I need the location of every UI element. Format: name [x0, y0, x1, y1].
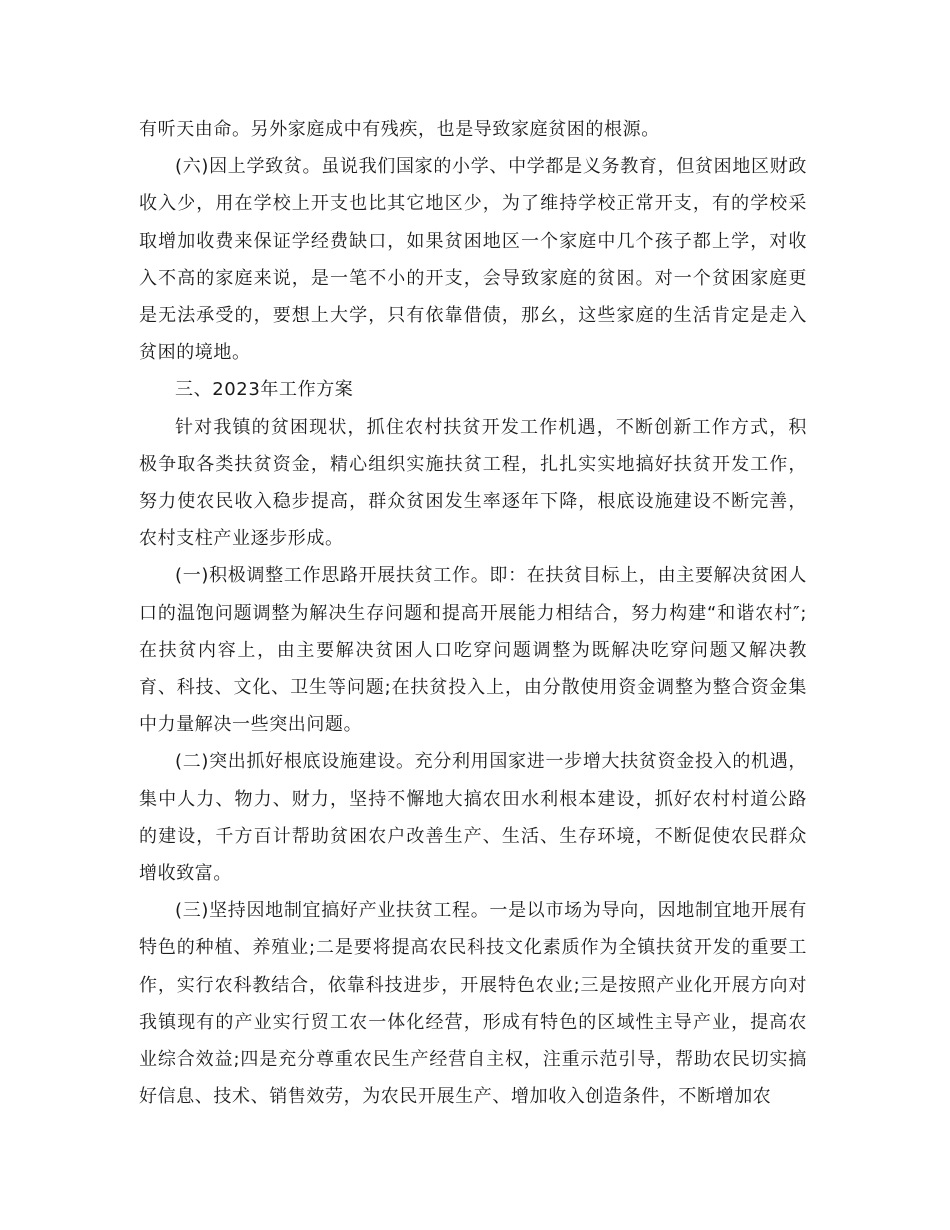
paragraph-plan-2: (二)突出抓好根底设施建设。充分利用国家进一步增大扶贫资金投入的机遇，集中人力、物力、财力，坚持不懈地大搞农田水利根本建设，抓好农村村道公路的建设，千方百计帮助贫困农户改善生产、生活、生存环境，不断促使农民群众增收致富。	[139, 751, 807, 885]
paragraph-section-3-intro: 针对我镇的贫困现状，抓住农村扶贫开发工作机遇，不断创新工作方式，积极争取各类扶贫资金，精心组织实施扶贫工程，扎扎实实地搞好扶贫开发工作，努力使农民收入稳步提高，群众贫困发生率逐年下降，根底设施建设不断完善，农村支柱产业逐步形成。	[139, 416, 807, 550]
paragraph-continued: 有听天由命。另外家庭成中有残疾，也是导致家庭贫困的根源。	[139, 119, 660, 140]
document-body	[139, 111, 807, 1115]
section-3-heading: 三、2023年工作方案	[175, 379, 354, 401]
paragraph-plan-1: (一)积极调整工作思路开展扶贫工作。即：在扶贫目标上，由主要解决贫困人口的温饱问题调整为解决生存问题和提高开展能力相结合，努力构建“和谐农村″;在扶贫内容上，由主要解决贫困人口吃穿问题调整为既解决吃穿问题又解决教育、科技、文化、卫生等问题;在扶贫投入上，由分散使用资金调整为整合资金集中力量解决一些突出问题。	[139, 565, 807, 736]
paragraph-plan-3: (三)坚持因地制宜搞好产业扶贫工程。一是以市场为导向，因地制宜地开展有特色的种植、养殖业;二是要将提高农民科技文化素质作为全镇扶贫开发的重要工作，实行农科教结合，依靠科技进步，开展特色农业;三是按照产业化开展方向对我镇现有的产业实行贸工农一体化经营，形成有特色的区域性主导产业，提高农业综合效益;四是充分尊重农民生产经营自主权，注重示范引导，帮助农民切实搞好信息、技术、销售效劳，为农民开展生产、增加收入创造条件，不断增加农	[139, 900, 807, 1108]
paragraph-reason-6: (六)因上学致贫。虽说我们国家的小学、中学都是义务教育，但贫困地区财政收入少，用在学校上开支也比其它地区少，为了维持学校正常开支，有的学校采取增加收费来保证学经费缺口，如果贫困地区一个家庭中几个孩子都上学，对收入不高的家庭来说，是一笔不小的开支，会导致家庭的贫困。对一个贫困家庭更是无法承受的，要想上大学，只有依靠借债，那幺，这些家庭的生活肯定是走入贫困的境地。	[139, 156, 807, 364]
